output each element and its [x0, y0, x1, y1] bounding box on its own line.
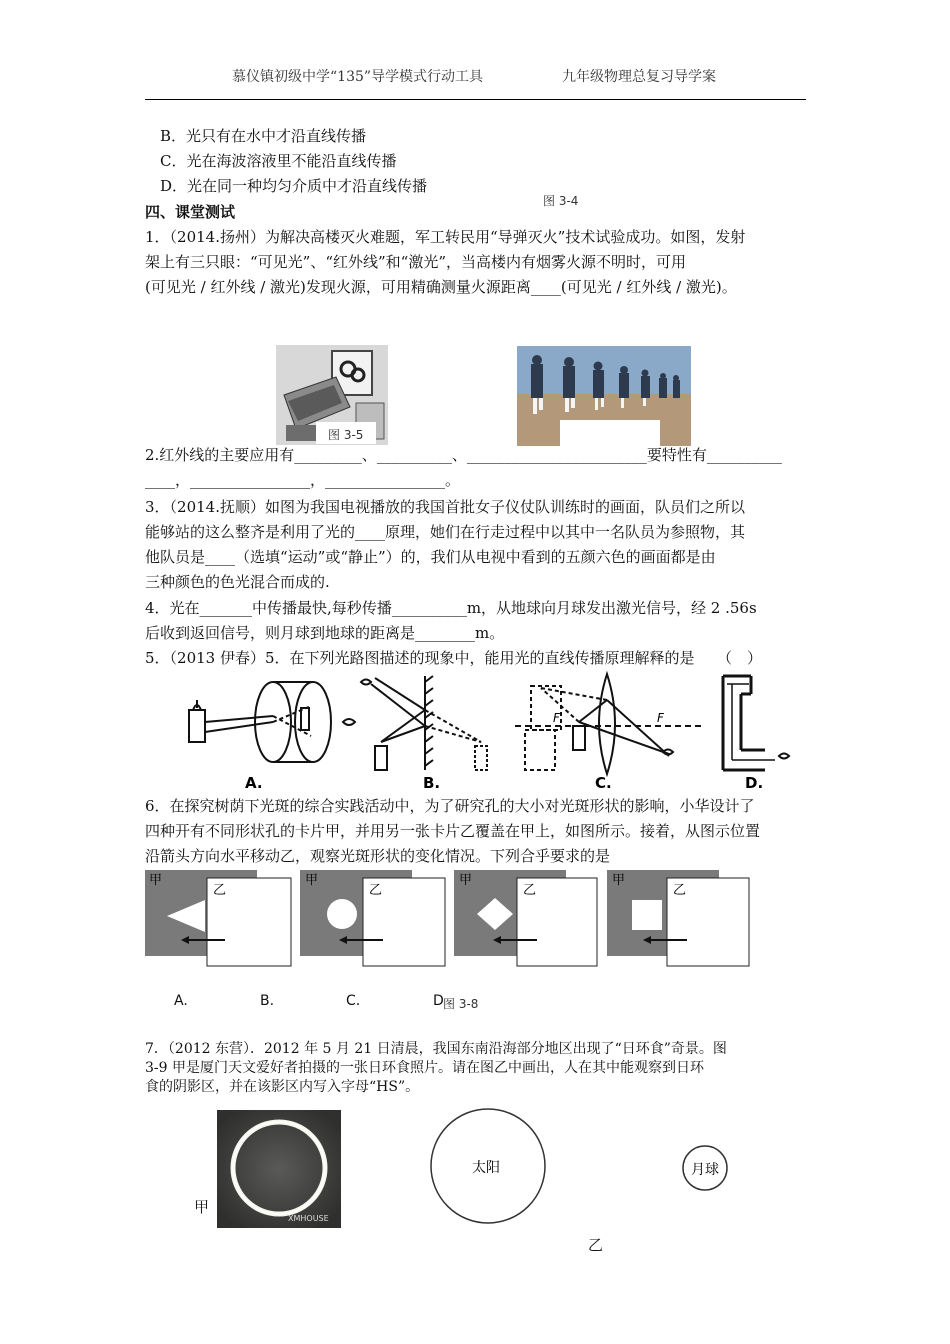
q6-card-figures [145, 868, 755, 972]
q3-line-4: 三种颜色的色光混合而成的. [145, 573, 330, 591]
q6-line-2: 四种开有不同形状孔的卡片甲，并用另一张卡片乙覆盖在甲上，如图所示。接着，从图示位置 [145, 822, 761, 840]
card-jia-label-d: 甲 [612, 873, 626, 888]
sun-moon-diagram [420, 1102, 760, 1232]
q5-text: 5．（2013 伊春）5．在下列光路图描述的现象中，能用光的直线传播原理解释的是 （ ） [145, 649, 763, 667]
figure-a-pinhole-camera [189, 682, 355, 762]
figure-jia-label: 甲 [194, 1198, 210, 1216]
q6-option-b: B. [260, 993, 275, 1009]
q3-line-2: 能够站的这么整齐是利用了光的____原理，她们在行走过程中以其中一名队员为参照物，其 [145, 523, 746, 541]
q1-line-3: (可见光 / 红外线 / 激光)发现火源，可用精确测量火源距离____(可见光 / 红外线 / 激光)。 [145, 278, 737, 296]
focus-label-f-right: F [657, 711, 664, 725]
moon-label: 月球 [691, 1162, 719, 1178]
q6-option-c: C. [346, 993, 361, 1009]
header-rule [145, 99, 806, 100]
figure-b-plane-mirror [361, 676, 487, 770]
q2-line-2: ____，________________，________________。 [145, 471, 461, 489]
figure-c-convex-lens [515, 674, 705, 774]
figure-d-periscope [723, 676, 789, 770]
q7-line-1: 7．（2012 东营）．2012 年 5 月 21 日清晨，我国东南沿海部分地区出现了“日环食”奇景。图 [145, 1041, 727, 1057]
figure-c-label: C. [595, 774, 612, 792]
figure-b-label: B. [423, 774, 441, 792]
q7-line-2: 3-9 甲是厦门天文爱好者拍摄的一张日环食照片。请在图乙中画出，人在其中能观察到日环 [145, 1060, 704, 1076]
q1-line-2: 架上有三只眼：“可见光”、“红外线”和“激光”，当高楼内有烟雾火源不明时，可用 [145, 253, 687, 271]
figure-d-label: D. [745, 774, 764, 792]
option-d: D．光在同一种均匀介质中才沿直线传播 [160, 177, 428, 195]
q4-line-2: 后收到返回信号，则月球到地球的距离是________m。 [145, 624, 505, 642]
header-left: 慕仪镇初级中学“135”导学模式行动工具 [232, 69, 484, 85]
figure-yi-label: 乙 [588, 1236, 604, 1254]
q3-line-3: 他队员是____（选填“运动”或“静止”）的，我们从电视中看到的五颜六色的画面都是由 [145, 548, 716, 566]
card-yi-label-d: 乙 [673, 883, 687, 898]
q6-line-1: 6．在探究树荫下光斑的综合实践活动中，为了研究孔的大小对光斑形状的影响，小华设计了 [145, 797, 755, 815]
q6-line-3: 沿箭头方向水平移动乙，观察光斑形状的变化情况。下列合乎要求的是 [145, 847, 611, 865]
card-jia-label-c: 甲 [459, 873, 473, 888]
option-c: C．光在海波溶液里不能沿直线传播 [160, 152, 397, 170]
card-jia-label-a: 甲 [149, 873, 163, 888]
q7-line-3: 食的阴影区，并在该影区内写入字母“HS”。 [145, 1079, 420, 1095]
q1-line-1: 1．（2014.扬州）为解决高楼灭火难题，军工转民用“导弹灭火”技术试验成功。如图，发射 [145, 228, 746, 246]
focus-label-f-left: F [553, 711, 560, 725]
annular-eclipse-photo [217, 1110, 341, 1228]
card-yi-label-c: 乙 [523, 883, 537, 898]
option-b: B．光只有在水中才沿直线传播 [160, 127, 367, 145]
section-title: 四、课堂测试 [145, 203, 236, 221]
q6-option-a: A. [174, 993, 188, 1009]
figure-caption-3-4: 图 3-4 [543, 194, 579, 208]
q6-option-d: D [433, 993, 444, 1009]
header-right: 九年级物理总复习导学案 [562, 69, 716, 85]
card-yi-label-b: 乙 [369, 883, 383, 898]
sun-label: 太阳 [472, 1160, 500, 1176]
figure-a-label: A. [245, 774, 263, 792]
q5-light-path-figures [175, 670, 815, 795]
q4-line-1: 4．光在_______中传播最快,每秒传播__________m，从地球向月球发出激光信号，经 2 .56s [145, 599, 757, 617]
card-jia-label-b: 甲 [305, 873, 319, 888]
q2-line-1: 2.红外线的主要应用有_________、__________、________________________要特性有__________ [145, 446, 782, 464]
photo-watermark: XMHOUSE [288, 1214, 329, 1223]
figure-caption-3-8: 图 3-8 [443, 997, 479, 1011]
card-yi-label-a: 乙 [213, 883, 227, 898]
q3-line-1: 3．（2014.抚顺）如图为我国电视播放的我国首批女子仪仗队训练时的画面，队员们之所以 [145, 498, 745, 516]
figure-caption-3-5: 图 3-5 [328, 428, 364, 442]
